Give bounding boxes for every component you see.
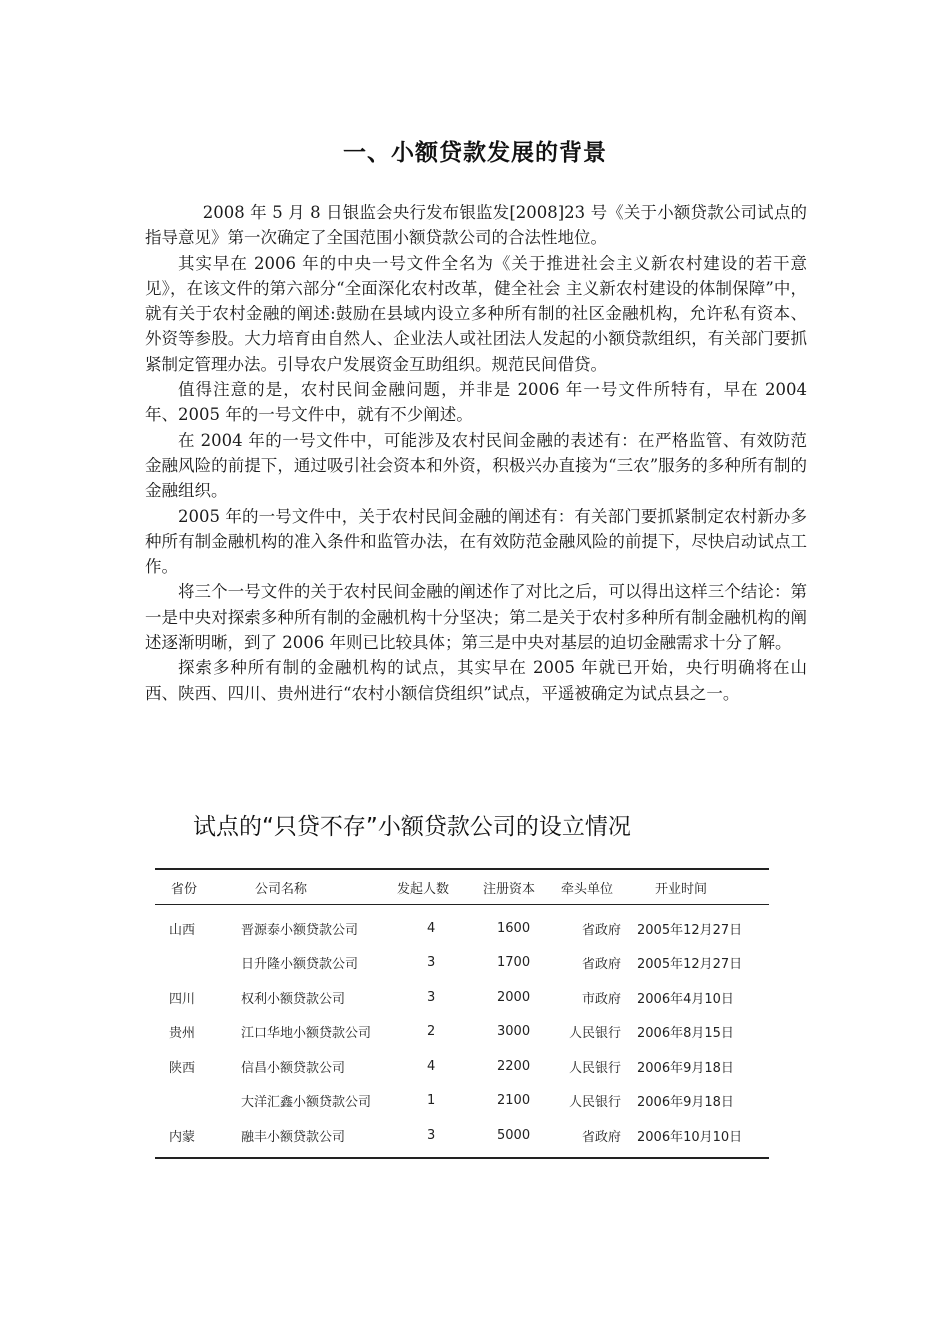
header-founders-count: 发起人数	[397, 881, 450, 897]
cell-lead-unit: 人民银行	[568, 1095, 621, 1111]
paragraph: 2008 年 5 月 8 日银监会央行发布银监发[2008]23 号《关于小额贷款公司试点的指导意见》第一次确定了全国范围小额贷款公司的合法性地位。	[145, 203, 807, 248]
cell-company-name: 融丰小额贷款公司	[241, 1129, 346, 1145]
cell-company-name: 晋源泰小额贷款公司	[241, 922, 359, 938]
cell-opening-date: 2006年4月10日	[637, 991, 734, 1007]
paragraph: 探索多种所有制的金融机构的试点，其实早在 2005 年就已开始，央行明确将在山西、陕西、四川、贵州进行“农村小额信贷组织”试点，平遥被确定为试点县之一。	[145, 658, 807, 703]
cell-province	[155, 1084, 241, 1119]
table-row	[155, 1049, 769, 1084]
cell-company-name: 权利小额贷款公司	[241, 991, 346, 1007]
cell-registered-capital: 2100	[497, 1093, 531, 1109]
header-province: 省份	[171, 881, 198, 897]
cell-founders-count: 4	[427, 1058, 436, 1074]
header-opening-date: 开业时间	[655, 881, 708, 897]
cell-opening-date: 2006年9月18日	[637, 1060, 734, 1076]
cell-province: 贵州	[169, 1026, 196, 1042]
cell-founders-count: 3	[427, 1127, 436, 1143]
header-company-name: 公司名称	[255, 881, 308, 897]
cell-registered-capital: 2200	[497, 1058, 531, 1074]
table-row	[155, 1118, 769, 1158]
cell-founders-count: 2	[427, 1024, 436, 1040]
cell-lead-unit: 省政府	[581, 957, 621, 973]
table-row	[155, 980, 769, 1015]
cell-province	[155, 946, 241, 981]
cell-founders-count: 3	[427, 955, 436, 971]
cell-founders-count: 4	[427, 920, 436, 936]
cell-company-name: 江口华地小额贷款公司	[241, 1026, 372, 1042]
section-heading: 一、小额贷款发展的背景	[343, 140, 607, 166]
lender-table	[155, 868, 769, 1159]
table-row	[155, 905, 769, 946]
body-text	[145, 200, 807, 706]
cell-lead-unit: 人民银行	[568, 1060, 621, 1076]
cell-registered-capital: 1600	[497, 920, 531, 936]
cell-province: 山西	[169, 922, 196, 938]
cell-opening-date: 2005年12月27日	[637, 957, 743, 973]
header-lead-unit: 牵头单位	[561, 881, 614, 897]
cell-founders-count: 1	[427, 1093, 436, 1109]
cell-registered-capital: 2000	[497, 989, 531, 1005]
cell-company-name: 信昌小额贷款公司	[241, 1060, 346, 1076]
cell-lead-unit: 市政府	[581, 991, 621, 1007]
cell-province: 四川	[169, 991, 196, 1007]
table-title: 试点的“只贷不存”小额贷款公司的设立情况	[193, 814, 631, 840]
table-row	[155, 1084, 769, 1119]
cell-opening-date: 2006年9月18日	[637, 1095, 734, 1111]
paragraph: 在 2004 年的一号文件中，可能涉及农村民间金融的表述有：在严格监管、有效防范金融风险的前提下，通过吸引社会资本和外资，积极兴办直接为“三农”服务的多种所有制的金融组织。	[145, 430, 807, 501]
paragraph: 2005 年的一号文件中，关于农村民间金融的阐述有：有关部门要抓紧制定农村新办多种所有制金融机构的准入条件和监管办法，在有效防范金融风险的前提下，尽快启动试点工作。	[145, 506, 807, 577]
table-row	[155, 946, 769, 981]
header-registered-capital: 注册资本	[483, 881, 536, 897]
cell-company-name: 日升隆小额贷款公司	[241, 957, 359, 973]
cell-opening-date: 2006年8月15日	[637, 1026, 734, 1042]
cell-lead-unit: 省政府	[581, 1129, 621, 1145]
cell-province: 内蒙	[169, 1129, 196, 1145]
cell-lead-unit: 人民银行	[568, 1026, 621, 1042]
cell-opening-date: 2006年10月10日	[637, 1129, 743, 1145]
table-row	[155, 1015, 769, 1050]
cell-province: 陕西	[169, 1060, 196, 1076]
cell-registered-capital: 1700	[497, 955, 531, 971]
table-header-row	[155, 869, 769, 905]
cell-registered-capital: 5000	[497, 1127, 531, 1143]
paragraph: 值得注意的是，农村民间金融问题，并非是 2006 年一号文件所特有，早在 2004 年、2005 年的一号文件中，就有不少阐述。	[145, 380, 807, 425]
cell-registered-capital: 3000	[497, 1024, 531, 1040]
paragraph: 将三个一号文件的关于农村民间金融的阐述作了对比之后，可以得出这样三个结论：第一是中央对探索多种所有制的金融机构十分坚决；第二是关于农村多种所有制金融机构的阐述逐渐明晰，到了 2006 年则已比较具体；第三是中央对基层的迫切金融需求十分了解。	[145, 582, 807, 653]
cell-opening-date: 2005年12月27日	[637, 922, 743, 938]
cell-founders-count: 3	[427, 989, 436, 1005]
cell-company-name: 大洋汇鑫小额贷款公司	[241, 1095, 372, 1111]
lender-table-container	[155, 868, 743, 1159]
cell-lead-unit: 省政府	[581, 922, 621, 938]
paragraph: 其实早在 2006 年的中央一号文件全名为《关于推进社会主义新农村建设的若干意见》，在该文件的第六部分“全面深化农村改革，健全社会 主义新农村建设的体制保障”中，就有关于农村金融的阐述:鼓励在县域内设立多种所有制的社区金融机构，允许私有资本、外资等参股。大力培育由自然人、企业法人或社团法人发起的小额贷款组织，有关部门要抓紧制定管理办法。引导农户发展资金互助组织。规范民间借贷。	[145, 253, 807, 374]
